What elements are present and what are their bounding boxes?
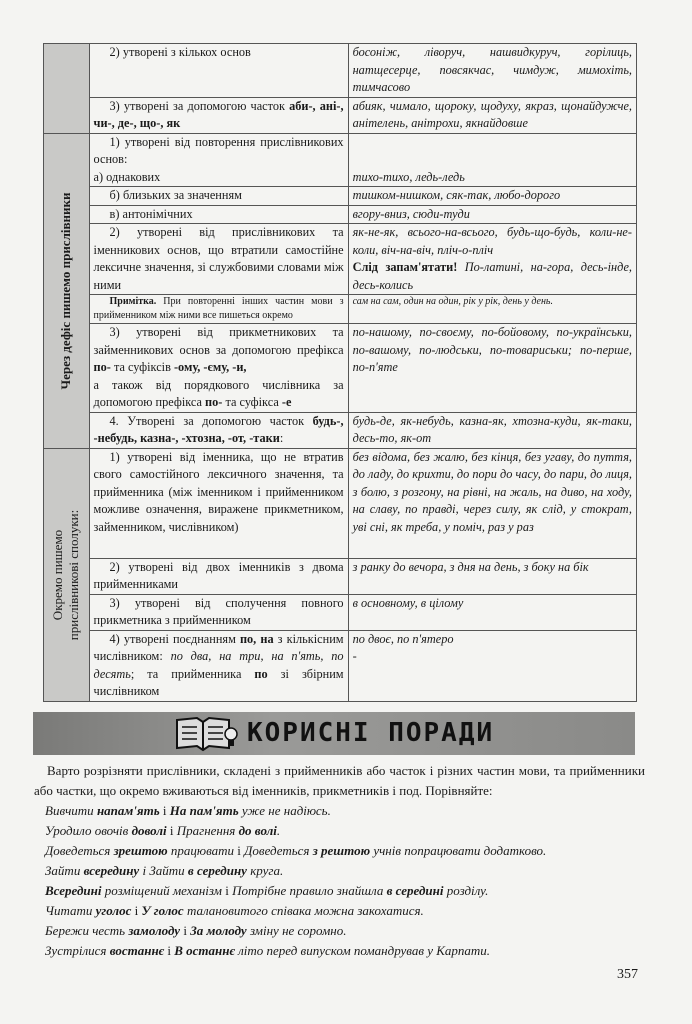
text-segment: -е [281, 395, 292, 409]
table-row [44, 224, 637, 295]
rule-cell [89, 133, 348, 187]
text-segment: по- [205, 395, 223, 409]
text-segment: тишком-нишком, сяк-так, любо-дорого [352, 188, 561, 202]
text-segment: По-латині, на-гора, десь-інде, десь-колись [352, 260, 632, 292]
rule-cell [89, 187, 348, 206]
example-sentence [45, 821, 645, 841]
text-segment: з кількісним числівником: [93, 631, 344, 663]
text-segment: востаннє [109, 942, 165, 958]
text-segment: ; та прийменника [130, 666, 255, 681]
examples-cell [348, 558, 636, 594]
text-segment: 2) утворені від прислівникових та іменникових основ, що втратили самостійне лексичне значення, зі службовими словами між ними [93, 225, 344, 292]
examples-cell [348, 448, 636, 558]
book-lightbulb-icon [173, 714, 239, 754]
text-segment: аби-, ані-, чи-, де-, що-, як [93, 98, 344, 130]
table-row [44, 187, 637, 206]
tips-section [34, 761, 645, 961]
text-segment: . [276, 822, 281, 838]
example-sentence [45, 801, 645, 821]
tips-intro: Варто розрізняти прислівники, складені з прийменників або часток і різних частин мови, та прийменники або частки, що окремо вживаються від іменників, прикметників і под. Порівняйте: [34, 762, 645, 798]
examples-cell [348, 133, 636, 187]
text-segment: і [180, 922, 191, 938]
rule-cell [89, 594, 348, 630]
text-segment: 3) утворені від сполучення повного прикметника з прийменником [93, 595, 344, 627]
table-row [44, 133, 637, 187]
text-segment: 3) утворені за допомогою часток [109, 98, 290, 113]
text-segment: Потрібне правило знайшла [232, 882, 387, 898]
text-segment: зміну не соромно. [246, 922, 347, 938]
text-segment: 3) утворені від прикметникових та займенникових основ за допомогою префікса [93, 325, 344, 357]
text-segment: без відома, без жалю, без кінця, без угаву, до пуття, до ладу, до крихти, до пори до часу, до пари, до лиця, з болю, з розгону, на рівні, на жаль, на диво, на ходу, на славу, по правді, через силу, як слід, у стократ, уві сні, як треба, у поміч, раз у раз [352, 449, 632, 534]
examples-cell [348, 630, 636, 701]
text-segment: талановитого співака можна закохатися. [183, 902, 424, 918]
text-segment: босоніж, ліворуч, нашвидкуруч, горілиць, натщесерце, повсякчас, чимдуж, мимохіть, тимчасово [352, 45, 632, 94]
group-label: Через дефіс пишемо прислівники [58, 192, 74, 389]
text-segment: Зустрілися [45, 942, 110, 958]
text-segment: За молоду [190, 922, 247, 938]
useful-tips-banner [33, 712, 635, 755]
rule-cell [89, 324, 348, 413]
text-segment: по, на [239, 631, 274, 646]
text-segment: Вивчити [45, 802, 97, 818]
table-row [44, 205, 637, 224]
text-segment: по- [93, 360, 111, 374]
text-segment: 2) утворені з кількох основ [109, 45, 251, 59]
rule-cell [89, 205, 348, 224]
text-segment: У голос [141, 902, 184, 918]
example-sentence [45, 861, 645, 881]
rule-cell [89, 224, 348, 295]
text-segment: до волі [238, 822, 277, 838]
text-segment: а) однакових [93, 169, 161, 184]
text-segment: уголос [95, 902, 132, 918]
text-segment: При повторенні інших частин мови з прийменником між ними все пишеться окремо [93, 296, 344, 321]
text-segment: Прагнення [176, 822, 239, 838]
table-row [44, 630, 637, 701]
example-sentence [45, 921, 645, 941]
text-segment: доволі [131, 822, 167, 838]
table-row [44, 594, 637, 630]
text-segment: по-нашому, по-своєму, по-бойовому, по-українськи, по-вашому, по-людськи, по-товариськи; по-перше, по-п'яте [352, 325, 632, 374]
text-segment: працювати [167, 842, 238, 858]
text-segment: літо перед випуском помандрував у Карпати. [234, 942, 491, 958]
text-segment: 2) утворені від двох іменників з двома прийменниками [93, 559, 344, 591]
rule-cell [89, 558, 348, 594]
example-sentence [45, 901, 645, 921]
text-segment: як-не-як, всього-на-всього, будь-що-будь, коли-не-коли, віч-на-віч, пліч-о-пліч [352, 225, 632, 257]
example-sentence [45, 841, 645, 861]
text-segment: 4. Утворені за допомогою часток [109, 413, 313, 428]
table-row [44, 324, 637, 413]
table-row [44, 295, 637, 324]
text-segment: Примітка. [109, 296, 164, 307]
text-segment: по двоє, по п'ятеро [352, 631, 454, 646]
table-row [44, 412, 637, 448]
text-segment: Доведеться [45, 842, 114, 858]
text-segment: - [352, 649, 357, 663]
text-segment: будь-де, як-небудь, казна-як, хтозна-куди, як-таки, десь-то, як-от [352, 413, 632, 445]
rule-cell [89, 412, 348, 448]
text-segment: Зайти [45, 862, 84, 878]
examples-cell [348, 187, 636, 206]
text-segment: -ому, -єму, -и, [173, 360, 247, 374]
text-segment: по два, на три, на п'ять, по десять [93, 649, 344, 681]
text-segment: Зайти [149, 862, 188, 878]
rule-cell [89, 44, 348, 98]
text-segment: : [279, 431, 284, 445]
banner-title: КОРИСНІ ПОРАДИ [247, 717, 495, 748]
text-segment: Бережи честь [45, 922, 129, 938]
examples-cell [348, 295, 636, 324]
group-label-cell [44, 133, 90, 448]
example-sentence [45, 881, 645, 901]
table-row [44, 97, 637, 133]
text-segment: а також від порядкового числівника за допомогою префікса [93, 377, 344, 409]
examples-cell [348, 224, 636, 295]
table-row [44, 44, 637, 98]
adverb-spelling-table [43, 43, 637, 702]
text-segment: та суфікса [222, 395, 282, 409]
text-segment: сам на сам, один на один, рік у рік, день у день. [352, 296, 553, 307]
text-segment: На пам'ять [169, 802, 239, 818]
examples-cell [348, 97, 636, 133]
text-segment: і [166, 822, 177, 838]
examples-cell [348, 324, 636, 413]
text-segment: Читати [45, 902, 96, 918]
text-segment: і [139, 862, 150, 878]
text-segment: розміщений механізм [101, 882, 226, 898]
rule-cell [89, 97, 348, 133]
examples-cell [348, 594, 636, 630]
text-segment: учнів попрацювати додатково. [370, 842, 547, 858]
text-segment: будь-, -небудь, казна-, -хтозна, -от, -таки [93, 413, 344, 445]
text-segment: зрештою [113, 842, 168, 858]
text-segment: 1) утворені від повторення прислівникових основ: [93, 134, 344, 166]
rule-cell [89, 295, 348, 324]
text-segment: Уродило овочів [45, 822, 132, 838]
table-row [44, 558, 637, 594]
text-segment: б) близьких за значенням [109, 188, 242, 202]
text-segment: та суфіксів [110, 360, 174, 374]
text-segment: з рештою [312, 842, 371, 858]
examples-cell [348, 205, 636, 224]
text-segment: напам'ять [96, 802, 160, 818]
text-segment: зі збірним числівником [93, 666, 344, 698]
table-row [44, 448, 637, 558]
group-label: Окремо пишемо прислівникові сполуки: [50, 509, 82, 640]
example-sentence [45, 941, 645, 961]
text-segment: і [131, 902, 142, 918]
examples-cell [348, 412, 636, 448]
text-segment: по [254, 666, 268, 681]
text-segment: і [225, 882, 233, 898]
tips-examples [45, 801, 645, 961]
text-segment: і [159, 802, 170, 818]
text-segment: розділу. [443, 882, 489, 898]
text-segment: і [237, 842, 245, 858]
text-segment: в) антонімічних [109, 206, 193, 221]
text-segment: Доведеться [244, 842, 313, 858]
text-segment: В останнє [174, 942, 235, 958]
text-segment: Слід запам'ятати! [352, 260, 465, 274]
examples-cell [348, 44, 636, 98]
text-segment: абияк, чимало, щороку, щодуху, якраз, щонайдужче, анітелень, анітрохи, якнайдовше [352, 98, 632, 130]
side-cell [44, 44, 90, 134]
text-segment: Всередині [45, 882, 102, 898]
text-segment: вгору-вниз, сюди-туди [352, 206, 470, 221]
text-segment: і [164, 942, 175, 958]
text-segment: з ранку до вечора, з дня на день, з боку на бік [352, 559, 589, 574]
text-segment: 1) утворені від іменника, що не втратив свого самостійного лексичного значення, та прийменника (між іменником і прийменником можливе означення, виражене прикметником, займенником, числівником) [93, 449, 344, 534]
text-segment: всередину [83, 862, 140, 878]
group-label-cell [44, 448, 90, 701]
rule-cell [89, 448, 348, 558]
text-segment: уже не надіюсь. [238, 802, 331, 818]
text-segment: в основному, в цілому [352, 595, 464, 610]
text-segment: в середині [386, 882, 444, 898]
page-number: 357 [617, 966, 638, 982]
text-segment: в середину [187, 862, 247, 878]
text-segment: тихо-тихо, ледь-ледь [352, 169, 465, 184]
rule-cell [89, 630, 348, 701]
text-segment: круга. [246, 862, 284, 878]
text-segment: замолоду [128, 922, 181, 938]
text-segment: 4) утворені поєднанням [109, 631, 240, 646]
